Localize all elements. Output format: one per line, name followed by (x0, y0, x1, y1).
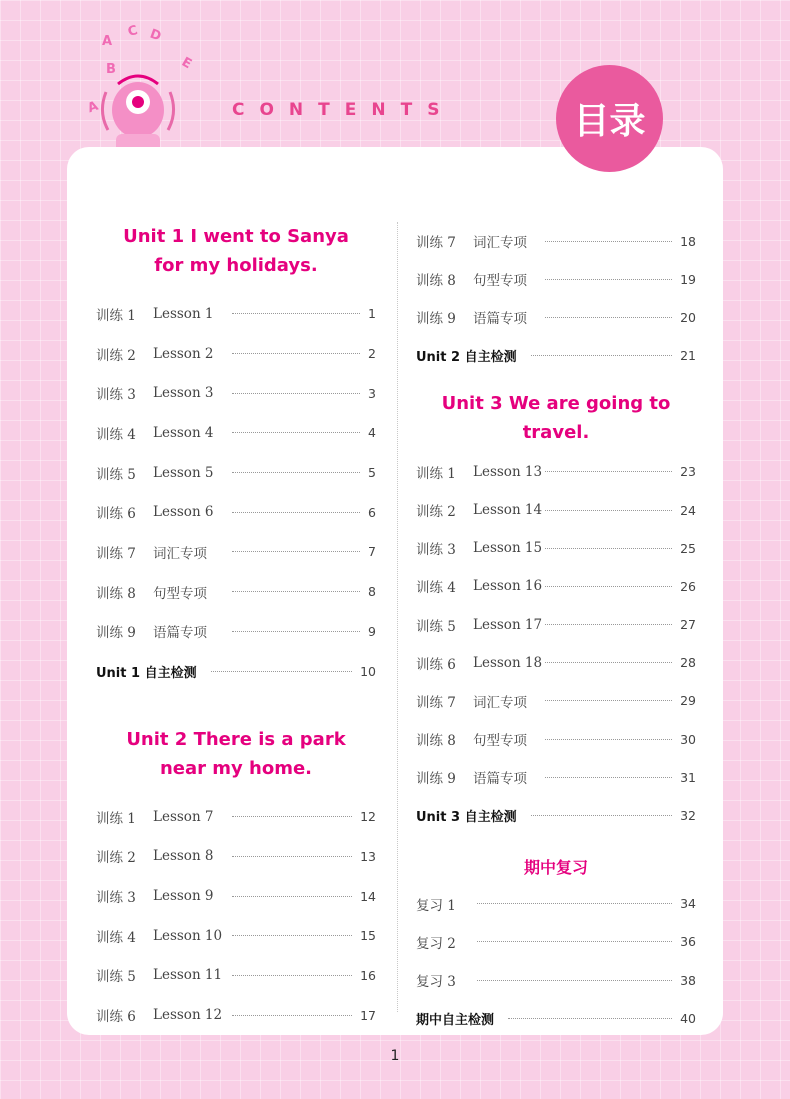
entry-name: 语篇专项 (153, 625, 207, 642)
toc-entry[interactable] (96, 837, 376, 877)
entry-page: 3 (368, 385, 376, 401)
toc-entry[interactable] (96, 334, 376, 374)
dot-leader (232, 393, 360, 394)
entry-page: 15 (360, 928, 376, 944)
entry-page: 18 (680, 233, 696, 249)
midterm-title: 期中复习 (523, 857, 588, 877)
entry-page: 8 (368, 584, 376, 600)
entry-page: 40 (680, 1010, 696, 1026)
entry-page: 28 (680, 655, 696, 671)
toc-left-column (96, 222, 376, 1035)
toc-entry[interactable] (96, 373, 376, 413)
entry-label: 训练 6 (96, 1009, 136, 1026)
toc-entry[interactable] (96, 492, 376, 532)
toc-entry[interactable] (416, 222, 696, 260)
entry-page: 17 (360, 1007, 376, 1023)
entry-name: Lesson 11 (153, 967, 223, 984)
entry-page: 31 (680, 769, 696, 785)
dot-leader (477, 980, 672, 981)
entry-page: 32 (680, 808, 696, 824)
dot-leader (531, 815, 673, 816)
toc-entry[interactable] (416, 606, 696, 644)
toc-entry[interactable] (416, 961, 696, 999)
toc-entry-test[interactable] (96, 651, 376, 691)
toc-entry[interactable] (96, 876, 376, 916)
dot-leader (545, 510, 672, 511)
toc-title-badge (556, 65, 663, 172)
dot-leader (232, 512, 360, 513)
entry-name: Lesson 5 (153, 464, 214, 481)
mascot-letter: A (85, 98, 101, 117)
entry-label: 训练 9 (416, 311, 456, 328)
entry-name: Lesson 17 (473, 616, 543, 633)
toc-entry[interactable] (416, 529, 696, 567)
toc-entry[interactable] (416, 491, 696, 529)
entry-page: 21 (680, 348, 696, 364)
entry-page: 38 (680, 972, 696, 988)
entry-name: Lesson 10 (153, 927, 223, 944)
entry-label: 训练 8 (96, 585, 136, 602)
entry-name: 句型专项 (153, 585, 207, 602)
entry-page: 1 (368, 306, 376, 322)
mascot-letter: C (126, 23, 140, 40)
toc-entry[interactable] (96, 612, 376, 652)
page-number: 1 (390, 1048, 400, 1064)
entry-label: 复习 3 (416, 974, 456, 991)
toc-entry[interactable] (416, 682, 696, 720)
toc-entry[interactable] (96, 294, 376, 334)
entry-label: 训练 8 (416, 733, 456, 750)
toc-entry[interactable] (96, 413, 376, 453)
dot-leader (232, 935, 352, 936)
entry-page: 26 (680, 578, 696, 594)
dot-leader (232, 856, 352, 857)
toc-entry[interactable] (416, 644, 696, 682)
entry-name: Lesson 16 (473, 578, 543, 595)
entry-name: 句型专项 (473, 733, 527, 750)
toc-entry[interactable] (416, 567, 696, 605)
dot-leader (545, 777, 672, 778)
entry-label: 训练 3 (416, 542, 456, 559)
entry-label: 训练 2 (416, 504, 456, 521)
dot-leader (232, 975, 352, 976)
toc-entry[interactable] (96, 995, 376, 1035)
dot-leader (232, 631, 360, 632)
toc-entry-test[interactable] (416, 796, 696, 834)
entry-label: 训练 5 (96, 466, 136, 483)
dot-leader (545, 662, 672, 663)
entry-label: 训练 3 (96, 890, 136, 907)
toc-entry[interactable] (96, 916, 376, 956)
entry-page: 9 (368, 623, 376, 639)
dot-leader (211, 671, 353, 672)
entry-label: 训练 2 (96, 850, 136, 867)
toc-right-column (416, 222, 696, 1037)
entry-name: Lesson 6 (153, 504, 214, 521)
entry-label: 训练 4 (96, 426, 136, 443)
entry-name: 词汇专项 (153, 545, 207, 562)
entry-label: 训练 9 (96, 625, 136, 642)
toc-entry[interactable] (96, 956, 376, 996)
dot-leader (232, 353, 360, 354)
dot-leader (545, 241, 672, 242)
unit3-title: Unit 3 We are going to travel. (441, 392, 671, 443)
entry-label: Unit 2 自主检测 (416, 350, 517, 366)
entry-label: 训练 6 (96, 506, 136, 523)
dot-leader (545, 700, 672, 701)
entry-page: 29 (680, 693, 696, 709)
entry-name: Lesson 4 (153, 424, 214, 441)
entry-page: 7 (368, 544, 376, 560)
entry-label: 训练 8 (416, 273, 456, 290)
entry-name: Lesson 8 (153, 848, 214, 865)
entry-page: 27 (680, 617, 696, 633)
dot-leader (232, 313, 360, 314)
entry-name: 语篇专项 (473, 771, 527, 788)
mascot-letter: A (102, 34, 113, 49)
entry-name: Lesson 13 (473, 463, 543, 480)
dot-leader (232, 816, 352, 817)
entry-page: 19 (680, 271, 696, 287)
entry-label: 训练 4 (96, 929, 136, 946)
column-divider (397, 222, 398, 1012)
entry-label: Unit 1 自主检测 (96, 665, 197, 681)
entry-page: 34 (680, 896, 696, 912)
entry-name: Lesson 3 (153, 385, 214, 402)
dot-leader (232, 591, 360, 592)
contents-heading: CONTENTS (232, 100, 455, 120)
entry-name: 句型专项 (473, 273, 527, 290)
entry-page: 14 (360, 888, 376, 904)
dot-leader (545, 279, 672, 280)
entry-name: Lesson 1 (153, 305, 214, 322)
entry-page: 6 (368, 504, 376, 520)
dot-leader (232, 432, 360, 433)
entry-name: Lesson 2 (153, 345, 214, 362)
entry-name: 词汇专项 (473, 235, 527, 252)
toc-title: 目录 (573, 101, 646, 142)
entry-label: 训练 5 (96, 969, 136, 986)
entry-label: 复习 1 (416, 897, 456, 914)
toc-entry[interactable] (416, 885, 696, 923)
entry-name: 语篇专项 (473, 311, 527, 328)
dot-leader (477, 941, 672, 942)
entry-page: 30 (680, 731, 696, 747)
unit1-title: Unit 1 I went to Sanya for my holidays. (123, 226, 349, 276)
dot-leader (545, 548, 672, 549)
dot-leader (232, 1015, 352, 1016)
entry-page: 13 (360, 848, 376, 864)
toc-entry[interactable] (416, 720, 696, 758)
entry-label: 训练 5 (416, 618, 456, 635)
entry-label: 训练 4 (416, 580, 456, 597)
entry-name: Lesson 7 (153, 808, 214, 825)
entry-label: 复习 2 (416, 935, 456, 952)
dot-leader (545, 624, 672, 625)
toc-entry[interactable] (416, 923, 696, 961)
entry-label: 训练 1 (96, 307, 136, 324)
entry-page: 20 (680, 309, 696, 325)
toc-entry[interactable] (416, 453, 696, 491)
toc-entry[interactable] (96, 453, 376, 493)
dot-leader (232, 472, 360, 473)
toc-entry-test[interactable] (416, 999, 696, 1037)
mascot-letter: B (106, 62, 116, 77)
entry-label: 训练 7 (416, 694, 456, 711)
dot-leader (545, 739, 672, 740)
entry-page: 36 (680, 934, 696, 950)
mascot-letter: D (147, 26, 164, 45)
toc-entry[interactable] (416, 758, 696, 796)
entry-label: 训练 9 (416, 771, 456, 788)
entry-name: Lesson 18 (473, 654, 543, 671)
entry-page: 12 (360, 809, 376, 825)
dot-leader (232, 896, 352, 897)
entry-label: 训练 1 (416, 465, 456, 482)
entry-page: 10 (360, 663, 376, 679)
toc-entry[interactable] (96, 797, 376, 837)
dot-leader (545, 471, 672, 472)
dot-leader (477, 903, 672, 904)
entry-page: 24 (680, 502, 696, 518)
toc-entry[interactable] (416, 260, 696, 298)
unit2-title: Unit 2 There is a park near my home. (126, 728, 346, 779)
entry-page: 2 (368, 346, 376, 362)
entry-label: 期中自主检测 (416, 1012, 495, 1028)
toc-entry[interactable] (96, 532, 376, 572)
entry-label: 训练 7 (96, 545, 136, 562)
dot-leader (531, 355, 673, 356)
entry-page: 23 (680, 464, 696, 480)
toc-entry[interactable] (416, 298, 696, 336)
dot-leader (545, 586, 672, 587)
toc-entry-test[interactable] (416, 337, 696, 375)
dot-leader (545, 317, 672, 318)
dot-leader (232, 551, 360, 552)
dot-leader (508, 1018, 672, 1019)
entry-page: 5 (368, 465, 376, 481)
entry-name: Lesson 14 (473, 502, 543, 519)
entry-name: Lesson 12 (153, 1007, 223, 1024)
entry-label: 训练 1 (96, 810, 136, 827)
mascot-letter: E (178, 54, 195, 73)
entry-name: Lesson 9 (153, 888, 214, 905)
toc-entry[interactable] (96, 572, 376, 612)
entry-label: 训练 7 (416, 235, 456, 252)
entry-name: Lesson 15 (473, 540, 543, 557)
entry-label: 训练 3 (96, 387, 136, 404)
entry-page: 25 (680, 540, 696, 556)
entry-name: 词汇专项 (473, 694, 527, 711)
entry-label: 训练 6 (416, 656, 456, 673)
entry-page: 16 (360, 967, 376, 983)
entry-label: 训练 2 (96, 347, 136, 364)
entry-page: 4 (368, 425, 376, 441)
entry-label: Unit 3 自主检测 (416, 810, 517, 826)
